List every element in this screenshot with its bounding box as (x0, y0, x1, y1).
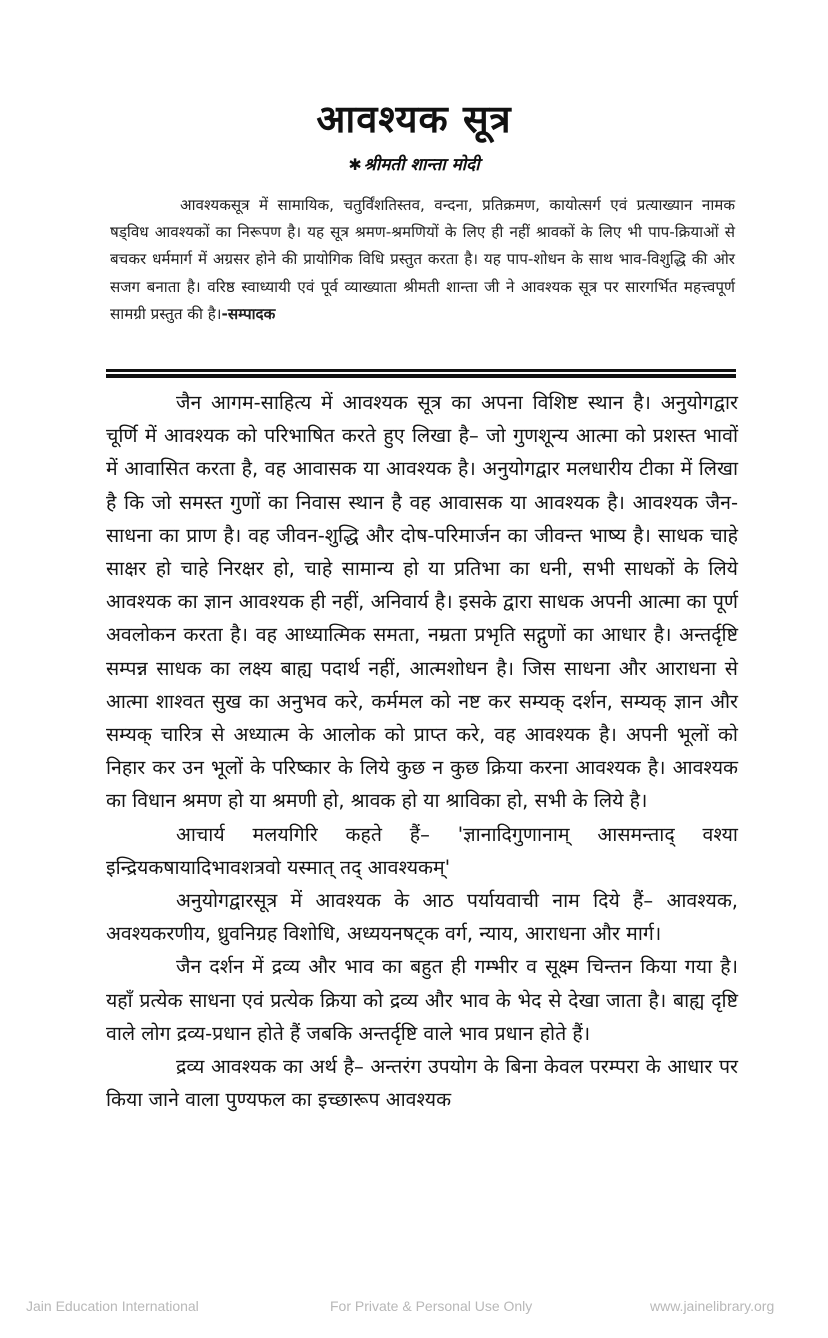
footer-website-link[interactable]: www.jainelibrary.org (650, 1298, 775, 1314)
body-paragraph: अनुयोगद्वारसूत्र में आवश्यक के आठ पर्यायवाची नाम दिये हैं– आवश्यक, अवश्यकरणीय, ध्रुवनिग्रह विशोधि, अध्ययनषट्क वर्ग, न्याय, आराधना और मार्ग। (106, 889, 738, 946)
body-paragraph: जैन दर्शन में द्रव्य और भाव का बहुत ही गम्भीर व सूक्ष्म चिन्तन किया गया है। यहाँ प्रत्येक साधना एवं प्रत्येक क्रिया को द्रव्य और भाव के भेद से देखा जाता है। बाह्य दृष्टि वाले लोग द्रव्य-प्रधान होते हैं जबकि अन्तर्दृष्टि वाले भाव प्रधान होते हैं। (106, 955, 738, 1045)
divider-line-bottom (106, 374, 736, 378)
page-title: आवश्यक सूत्र (316, 97, 512, 141)
author-line (0, 152, 828, 175)
body-paragraph: द्रव्य आवश्यक का अर्थ है– अन्तरंग उपयोग के बिना केवल परम्परा के आधार पर किया जाने वाला पुण्यफल का इच्छारूप आवश्यक (106, 1055, 738, 1112)
editor-signature: -सम्पादक (221, 304, 276, 323)
editor-abstract (110, 192, 735, 328)
footer-usage-note: For Private & Personal Use Only (330, 1298, 533, 1314)
body-paragraph: जैन आगम-साहित्य में आवश्यक सूत्र का अपना विशिष्ट स्थान है। अनुयोगद्वार चूर्णि में आवश्यक को परिभाषित करते हुए लिखा है– जो गुणशून्य आत्मा को प्रशस्त भावों में आवासित करता है, वह आवासक या आवश्यक है। अनुयोगद्वार मलधारीय टीका में लिखा है कि जो समस्त गुणों का निवास स्थान है वह आवासक या आवश्यक है। आवश्यक जैन-साधना का प्राण है। वह जीवन-शुद्धि और दोष-परिमार्जन का जीवन्त भाष्य है। साधक चाहे साक्षर हो चाहे निरक्षर हो, चाहे सामान्य हो या प्रतिभा का धनी, सभी साधकों के लिये आवश्यक का ज्ञान आवश्यक ही नहीं, अनिवार्य है। इसके द्वारा साधक अपनी आत्मा का पूर्ण अवलोकन करता है। वह आध्यात्मिक समता, नम्रता प्रभृति सद्गुणों का आधार है। अन्तर्दृष्टि सम्पन्न साधक का लक्ष्य बाह्य पदार्थ नहीं, आत्मशोधन है। जिस साधना और आराधना से आत्मा शाश्वत सुख का अनुभव करे, कर्ममल को नष्ट कर सम्यक् दर्शन, सम्यक् ज्ञान और सम्यक् चारित्र से अध्यात्म के आलोक को प्राप्त करे, वह आवश्यक है। अपनी भूलों को निहार कर उन भूलों के परिष्कार के लिये कुछ न कुछ क्रिया करना आवश्यक है। आवश्यक का विधान श्रमण हो या श्रमणी हो, श्रावक हो या श्राविका हो, सभी के लिये है। (106, 391, 738, 813)
footer-publisher: Jain Education International (26, 1298, 199, 1314)
abstract-paragraph (110, 192, 735, 328)
author-name: श्रीमती शान्ता मोदी (363, 155, 480, 175)
double-rule-divider (106, 369, 736, 378)
abstract-text: आवश्यकसूत्र में सामायिक, चतुर्विंशतिस्तव, वन्दना, प्रतिक्रमण, कायोत्सर्ग एवं प्रत्याख्यान नामक षड्विध आवश्यकों का निरूपण है। यह सूत्र श्रमण-श्रमणियों के लिए ही नहीं श्रावकों के लिए भी पाप-क्रियाओं से बचकर धर्ममार्ग में अग्रसर होने की प्रायोगिक विधि प्रस्तुत करता है। यह पाप-शोधन के साथ भाव-विशुद्धि की ओर सजग बनाता है। वरिष्ठ स्वाध्यायी एवं पूर्व व्याख्याता श्रीमती शान्ता जी ने आवश्यक सूत्र पर सारगर्भित महत्त्वपूर्ण सामग्री प्रस्तुत की है। (110, 196, 735, 323)
asterisk-icon: ✱ (348, 155, 362, 174)
body-paragraph: आचार्य मलयगिरि कहते हैं– 'ज्ञानादिगुणानाम् आसमन्ताद् वश्या इन्द्रियकषायादिभावशत्रवो यस्मात् तद् आवश्यकम्' (106, 822, 738, 879)
article-body (106, 386, 738, 1116)
page-footer (0, 1298, 828, 1318)
